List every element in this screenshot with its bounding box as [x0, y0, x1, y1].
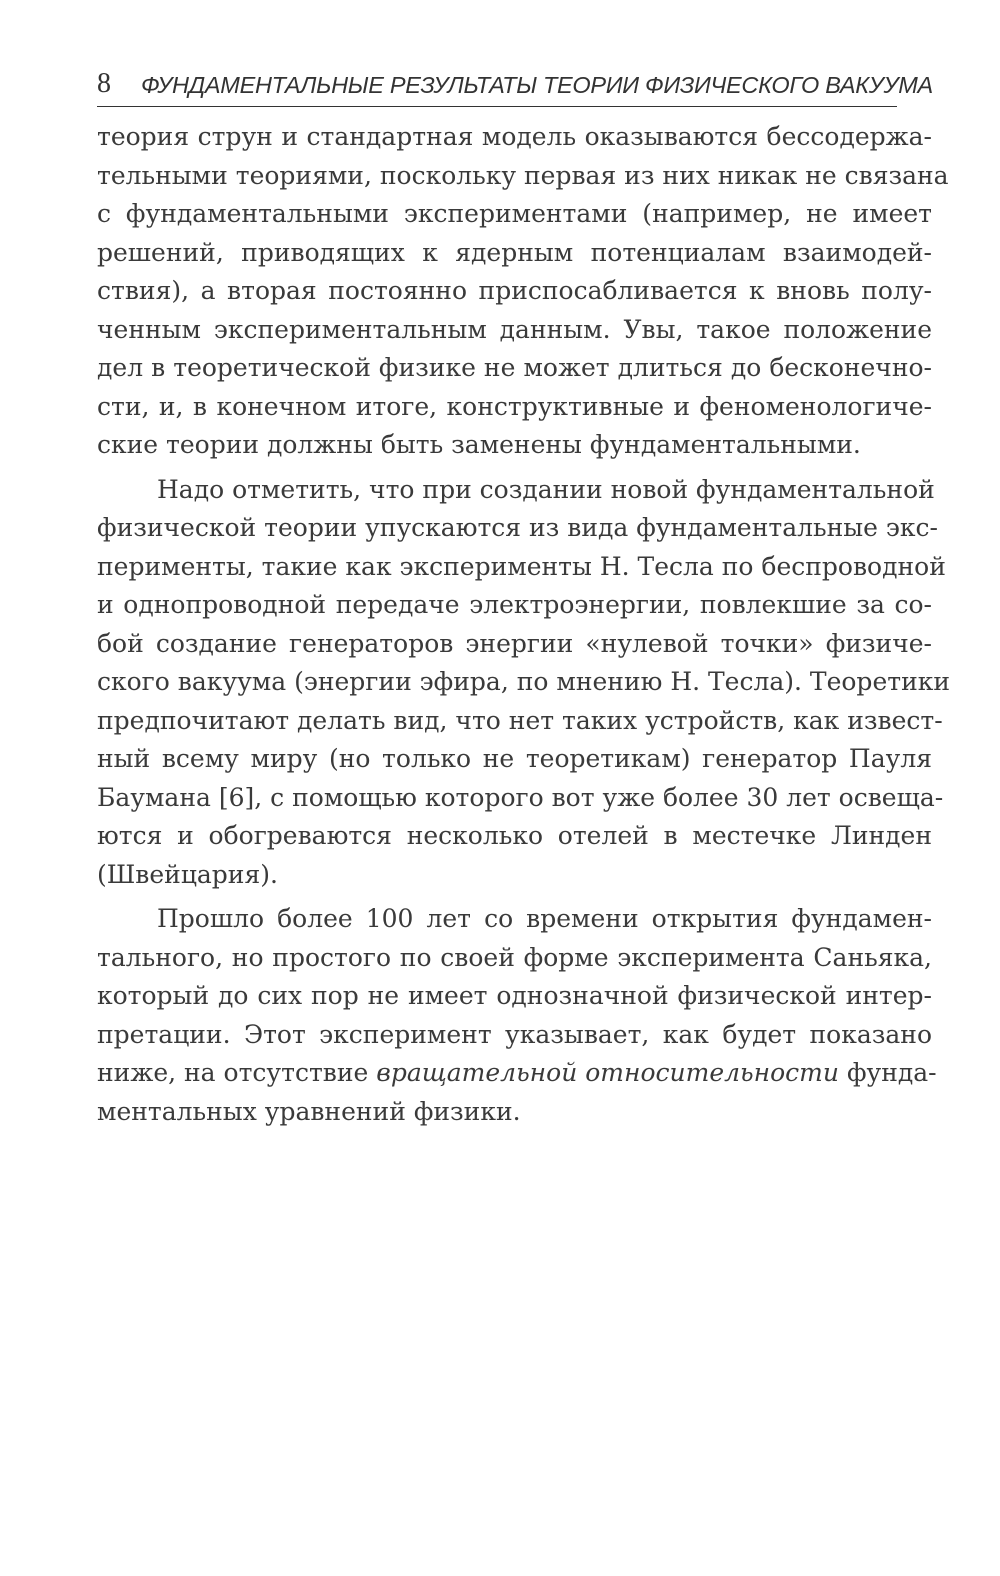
- text-line: (Швейцария).: [97, 859, 278, 889]
- text-line: ченным экспериментальным данным. Увы, такое положение: [97, 314, 932, 344]
- text-line-with-emphasis: [97, 1054, 937, 1093]
- text-line: бой создание генераторов энергии «нулевой точки» физиче-: [97, 628, 932, 658]
- text-line: перименты, такие как эксперименты Н. Тесла по беспроводной: [97, 551, 946, 581]
- paragraph-2: [97, 471, 951, 895]
- text-line: ские теории должны быть заменены фундаментальными.: [97, 430, 861, 459]
- text-line: претации. Этот эксперимент указывает, как будет показано: [97, 1019, 932, 1049]
- text-line: с фундаментальными экспериментами (например, не имеет: [97, 199, 932, 228]
- text-after-emphasis: фунда-: [839, 1058, 937, 1087]
- text-line: физической теории упускаются из вида фундаментальные экс-: [97, 513, 938, 542]
- text-line: тельными теориями, поскольку первая из них никак не связана: [97, 160, 949, 190]
- chapter-title: ФУНДАМЕНТАЛЬНЫЕ РЕЗУЛЬТАТЫ ТЕОРИИ ФИЗИЧЕСКОГО ВАКУУМА: [141, 72, 933, 98]
- paragraph-1: [97, 118, 949, 465]
- text-before-emphasis: ниже, на отсутствие: [97, 1058, 377, 1087]
- paragraph-3: [97, 900, 937, 1131]
- text-line: Баумана [6], с помощью которого вот уже более 30 лет освеща-: [97, 782, 944, 812]
- text-line: предпочитают делать вид, что нет таких устройств, как извест-: [97, 705, 943, 735]
- text-line: дел в теоретической физике не может длиться до бесконечно-: [97, 353, 932, 382]
- text-line: теория струн и стандартная модель оказываются бессодержа-: [97, 122, 932, 151]
- text-line: ствия), а вторая постоянно приспосабливается к вновь полу-: [97, 276, 932, 305]
- text-line: тального, но простого по своей форме эксперимента Саньяка,: [97, 942, 932, 972]
- page-number: 8: [97, 68, 111, 99]
- emphasis-text: вращательной относительности: [376, 1058, 839, 1087]
- text-line: ментальных уравнений физики.: [97, 1096, 521, 1126]
- text-line: который до сих пор не имеет однозначной физической интер-: [97, 981, 932, 1010]
- text-line: Надо отметить, что при создании новой фундаментальной: [157, 474, 935, 504]
- text-line: сти, и, в конечном итоге, конструктивные и феноменологиче-: [97, 391, 932, 421]
- text-line: Прошло более 100 лет со времени открытия фундамен-: [157, 904, 932, 933]
- body-text: [97, 118, 951, 1131]
- text-line: ского вакуума (энергии эфира, по мнению Н. Тесла). Теоретики: [97, 667, 951, 696]
- text-line: ный всему миру (но только не теоретикам) генератор Пауля: [97, 744, 932, 773]
- text-line: решений, приводящих к ядерным потенциалам взаимодей-: [97, 237, 932, 267]
- text-line: и однопроводной передаче электроэнергии, повлекшие за со-: [97, 590, 932, 619]
- text-line: ются и обогреваются несколько отелей в местечке Линден: [97, 821, 932, 850]
- running-header: [97, 66, 933, 107]
